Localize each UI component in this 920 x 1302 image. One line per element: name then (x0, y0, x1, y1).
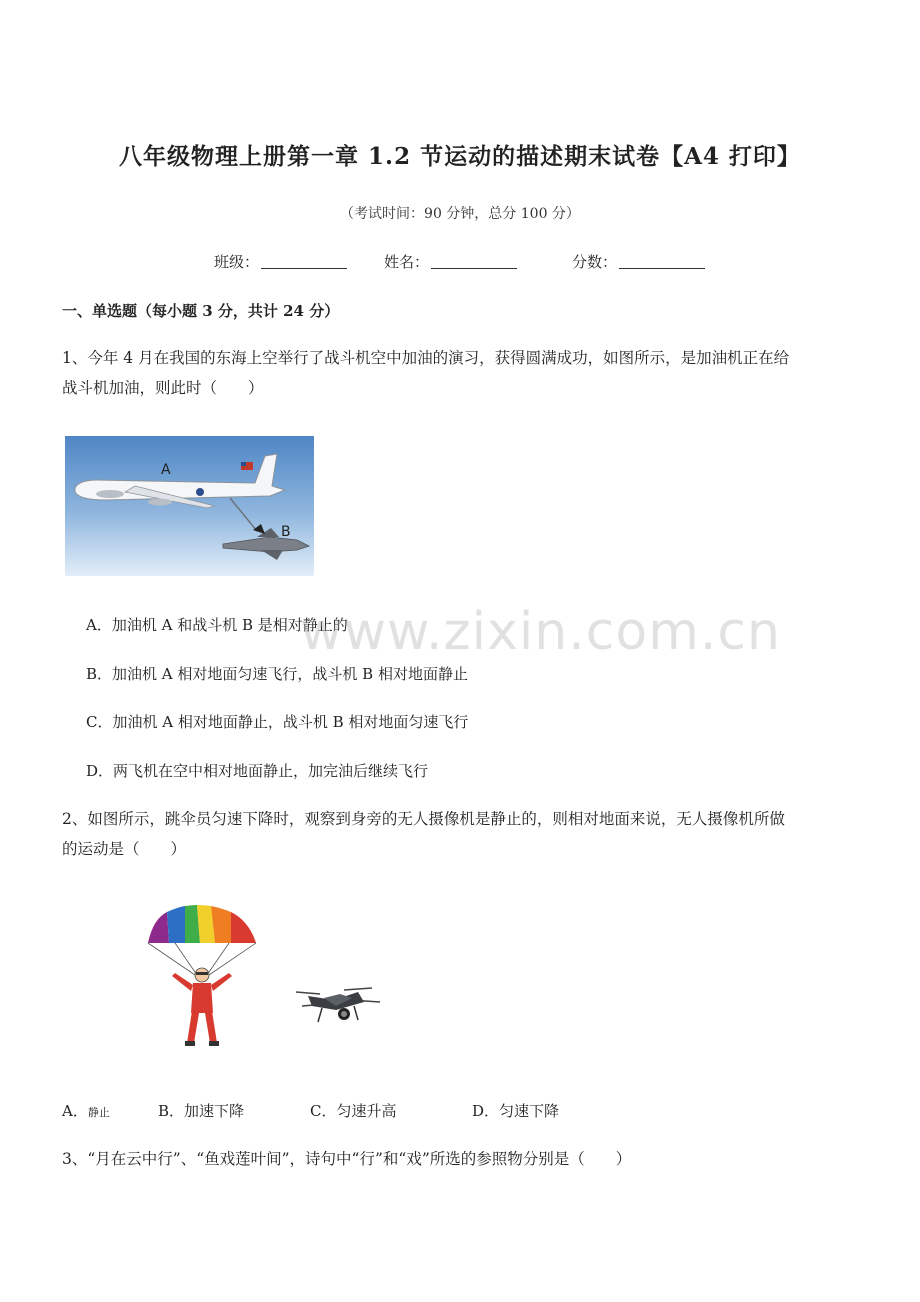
q2-option-c[interactable]: C．匀速升高 (310, 1102, 397, 1120)
score-field[interactable] (572, 251, 705, 272)
tanker-label: A (161, 462, 171, 478)
q1-option-b[interactable]: B．加油机 A 相对地面匀速飞行，战斗机 B 相对地面静止 (86, 665, 468, 683)
refueling-aircraft-image (65, 436, 314, 576)
name-label: 姓名： (384, 253, 430, 271)
q1-option-a[interactable]: A．加油机 A 和战斗机 B 是相对静止的 (86, 616, 348, 634)
question-2-line-1: 2、如图所示，跳伞员匀速下降时，观察到身旁的无人摄像机是静止的，则相对地面来说，无人摄像机所做 (62, 810, 785, 828)
q1-option-d[interactable]: D．两飞机在空中相对地面静止，加完油后继续飞行 (86, 762, 429, 780)
class-blank[interactable] (261, 254, 347, 269)
q2-option-a-text: 静止 (87, 1106, 110, 1119)
question-1-line-1: 1、今年 4 月在我国的东海上空举行了战斗机空中加油的演习，获得圆满成功，如图所示，是加油机正在给 (62, 349, 790, 367)
class-label: 班级： (214, 253, 260, 271)
exam-time-note: （考试时间：90 分钟，总分 100 分） (340, 206, 580, 222)
score-blank[interactable] (619, 254, 705, 269)
drone-image (294, 984, 382, 1028)
parachutist-image (145, 905, 260, 1050)
q2-option-d[interactable]: D．匀速下降 (472, 1102, 560, 1120)
question-3-line-1: 3、“月在云中行”、“鱼戏莲叶间”，诗句中“行”和“戏”所选的参照物分别是（ ） (62, 1150, 632, 1168)
question-2-line-2: 的运动是（ ） (62, 840, 187, 858)
name-blank[interactable] (431, 254, 517, 269)
q2-option-a-prefix: A． (62, 1102, 88, 1120)
question-1-line-2: 战斗机加油，则此时（ ） (62, 379, 264, 397)
fighter-label: B (281, 524, 291, 540)
score-label: 分数： (572, 253, 618, 271)
q1-option-c[interactable]: C．加油机 A 相对地面静止，战斗机 B 相对地面匀速飞行 (86, 713, 469, 731)
q2-option-a[interactable] (62, 1100, 110, 1121)
page-title: 八年级物理上册第一章 1.2 节运动的描述期末试卷【A4 打印】 (119, 143, 801, 170)
name-field[interactable] (384, 251, 517, 272)
class-field[interactable] (214, 251, 347, 272)
watermark: www.zixin.com.cn (300, 602, 781, 662)
q2-option-b[interactable]: B．加速下降 (158, 1102, 245, 1120)
section-heading: 一、单选题（每小题 3 分，共计 24 分） (62, 302, 340, 320)
